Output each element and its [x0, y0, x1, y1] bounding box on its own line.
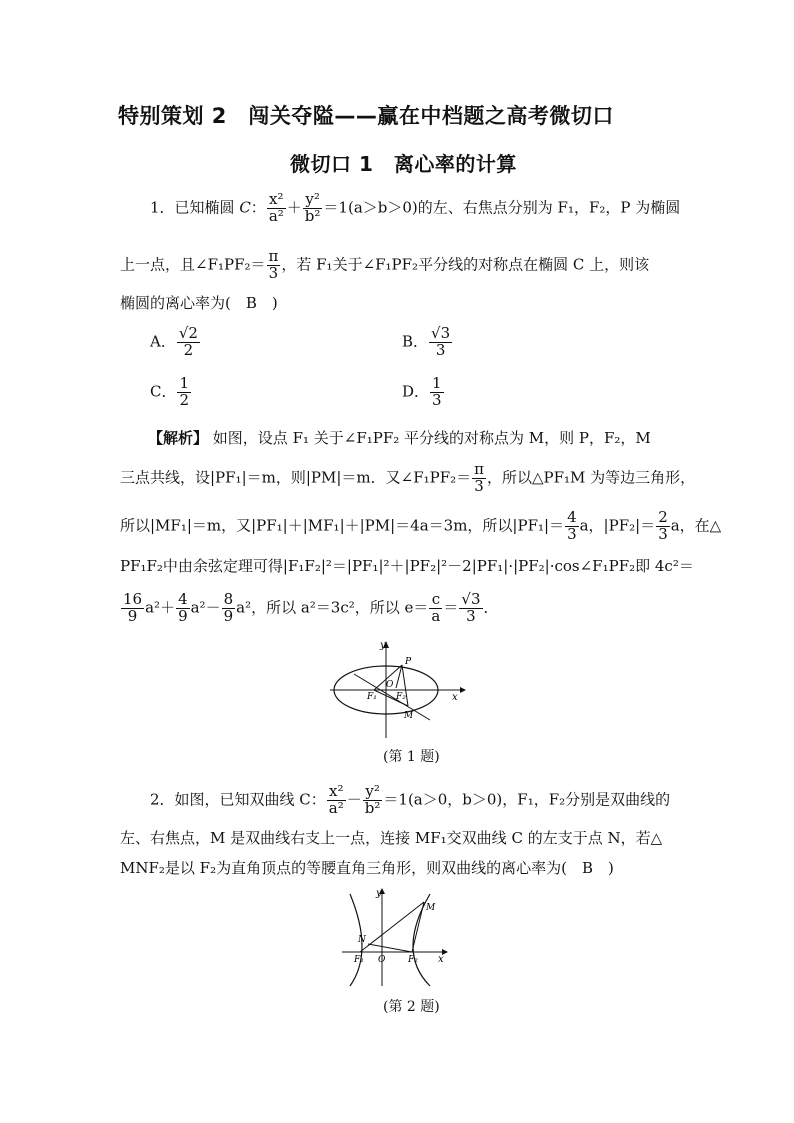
solution1-line1: 【解析】 如图，设点 F₁ 关于∠F₁PF₂ 平分线的对称点为 M，则 P，F₂，M: [148, 429, 651, 447]
problem2-line3: MNF₂是以 F₂为直角顶点的等腰直角三角形，则双曲线的离心率为( B ): [120, 859, 614, 877]
problem1-text: (a＞b＞0)的左、右焦点分别为 F₁，F₂，P 为椭圆: [347, 198, 681, 217]
option-b: B． $\frac{√3}{3}$: [402, 324, 451, 359]
label-f1: F₁: [354, 955, 364, 965]
label-p: P: [405, 657, 412, 667]
label-f2: F₂: [408, 955, 418, 965]
option-c: C． $\frac{1}{2}$: [150, 374, 190, 409]
figure-1-ellipse-diagram: [330, 638, 470, 738]
solution1-line4: PF₁F₂中由余弦定理可得|F₁F₂|²＝|PF₁|²＋|PF₂|²－2|PF₁|·|PF₂|·cos∠F₁PF₂即 4c²＝: [120, 557, 694, 575]
label-y: y: [380, 640, 386, 651]
problem2-line1: 2．如图，已知双曲线 C： $\frac{\text{x²}}{\text{a²}}$ － $\frac{\text{y²}}{\text{b²}}$ ＝1(a＞0，b＞0)，F₁，F₂分别是双曲线的: [150, 782, 671, 817]
option-a: A． $\frac{√2}{2}$: [150, 324, 198, 359]
label-f2: F₂: [396, 692, 406, 702]
problem2-line2: 左、右焦点，M 是双曲线右支上一点，连接 MF₁交双曲线 C 的左支于点 N，若△: [120, 829, 663, 847]
label-x: x: [438, 954, 444, 965]
page-title: 特别策划 2 闯关夺隘——赢在中档题之高考微切口: [118, 104, 614, 128]
figure-2-hyperbola-diagram: [338, 886, 458, 990]
segment-n-f2: [368, 944, 412, 952]
solution1-line5: $\frac{16}{9}$ a²＋ $\frac{4}{9}$ a²－ $\frac{8}{9}$ a²，所以 a²＝3c²，所以 e＝ $\frac{c}{a}$ ＝ $\frac{√3}{3}$ ．: [123, 590, 499, 625]
fraction-pi-3: $\frac{\pi}{3}$: [268, 247, 279, 282]
label-n: N: [358, 935, 366, 945]
solution1-line2: 三点共线，设|PF₁|＝m，则|PM|＝m．又∠F₁PF₂＝ $\frac{\pi}{3}$ ，所以△PF₁M 为等边三角形，: [120, 460, 696, 495]
problem1-line1: 1．已知椭圆 C： $\frac{\text{x²}}{\text{a²}}$ ＋ $\frac{\text{y²}}{\text{b²}}$ ＝1(a＞b＞0)的左、右焦点分别为 F₁，F₂，P 为椭圆: [150, 190, 681, 225]
fraction-x2-a2: $\frac{\text{x²}}{\text{a²}}$: [328, 782, 344, 817]
x-axis-arrow: [460, 687, 466, 693]
label-m: M: [404, 711, 414, 721]
problem1-line2: [120, 249, 649, 282]
solution1-line3: 所以|MF₁|＝m，又|PF₁|＋|MF₁|＋|PM|＝4a＝3m，所以|PF₁|＝ $\frac{4}{3}$ a，|PF₂|＝ $\frac{2}{3}$ a，在△: [120, 508, 722, 543]
label-x: x: [452, 692, 458, 703]
label-f1: F₁: [367, 692, 377, 702]
label-o: O: [386, 680, 394, 690]
option-d: D． $\frac{1}{3}$: [402, 374, 442, 409]
solution-tag: 【解析】: [148, 429, 209, 447]
figure-1-caption: (第 1 题): [383, 749, 440, 765]
fraction-x2-a2: $\frac{\text{x²}}{\text{a²}}$: [268, 190, 284, 225]
figure-2-caption: (第 2 题): [383, 999, 440, 1015]
fraction-y2-b2: $\frac{\text{y²}}{\text{b²}}$: [304, 190, 321, 225]
problem1-text: 1．已知椭圆: [150, 198, 240, 217]
problem1-line3: 椭圆的离心率为( B ): [120, 294, 278, 312]
problem1-text: 上一点，且∠F₁PF₂＝: [120, 255, 266, 274]
segment-p-f2: [396, 665, 402, 688]
section-title: 微切口 1 离心率的计算: [290, 152, 517, 176]
label-m: M: [426, 903, 436, 913]
label-o: O: [378, 955, 386, 965]
label-y: y: [376, 888, 382, 899]
fraction-y2-b2: $\frac{\text{y²}}{\text{b²}}$: [364, 782, 381, 817]
problem1-text: ，若 F₁关于∠F₁PF₂平分线的对称点在椭圆 C 上，则该: [281, 255, 650, 274]
